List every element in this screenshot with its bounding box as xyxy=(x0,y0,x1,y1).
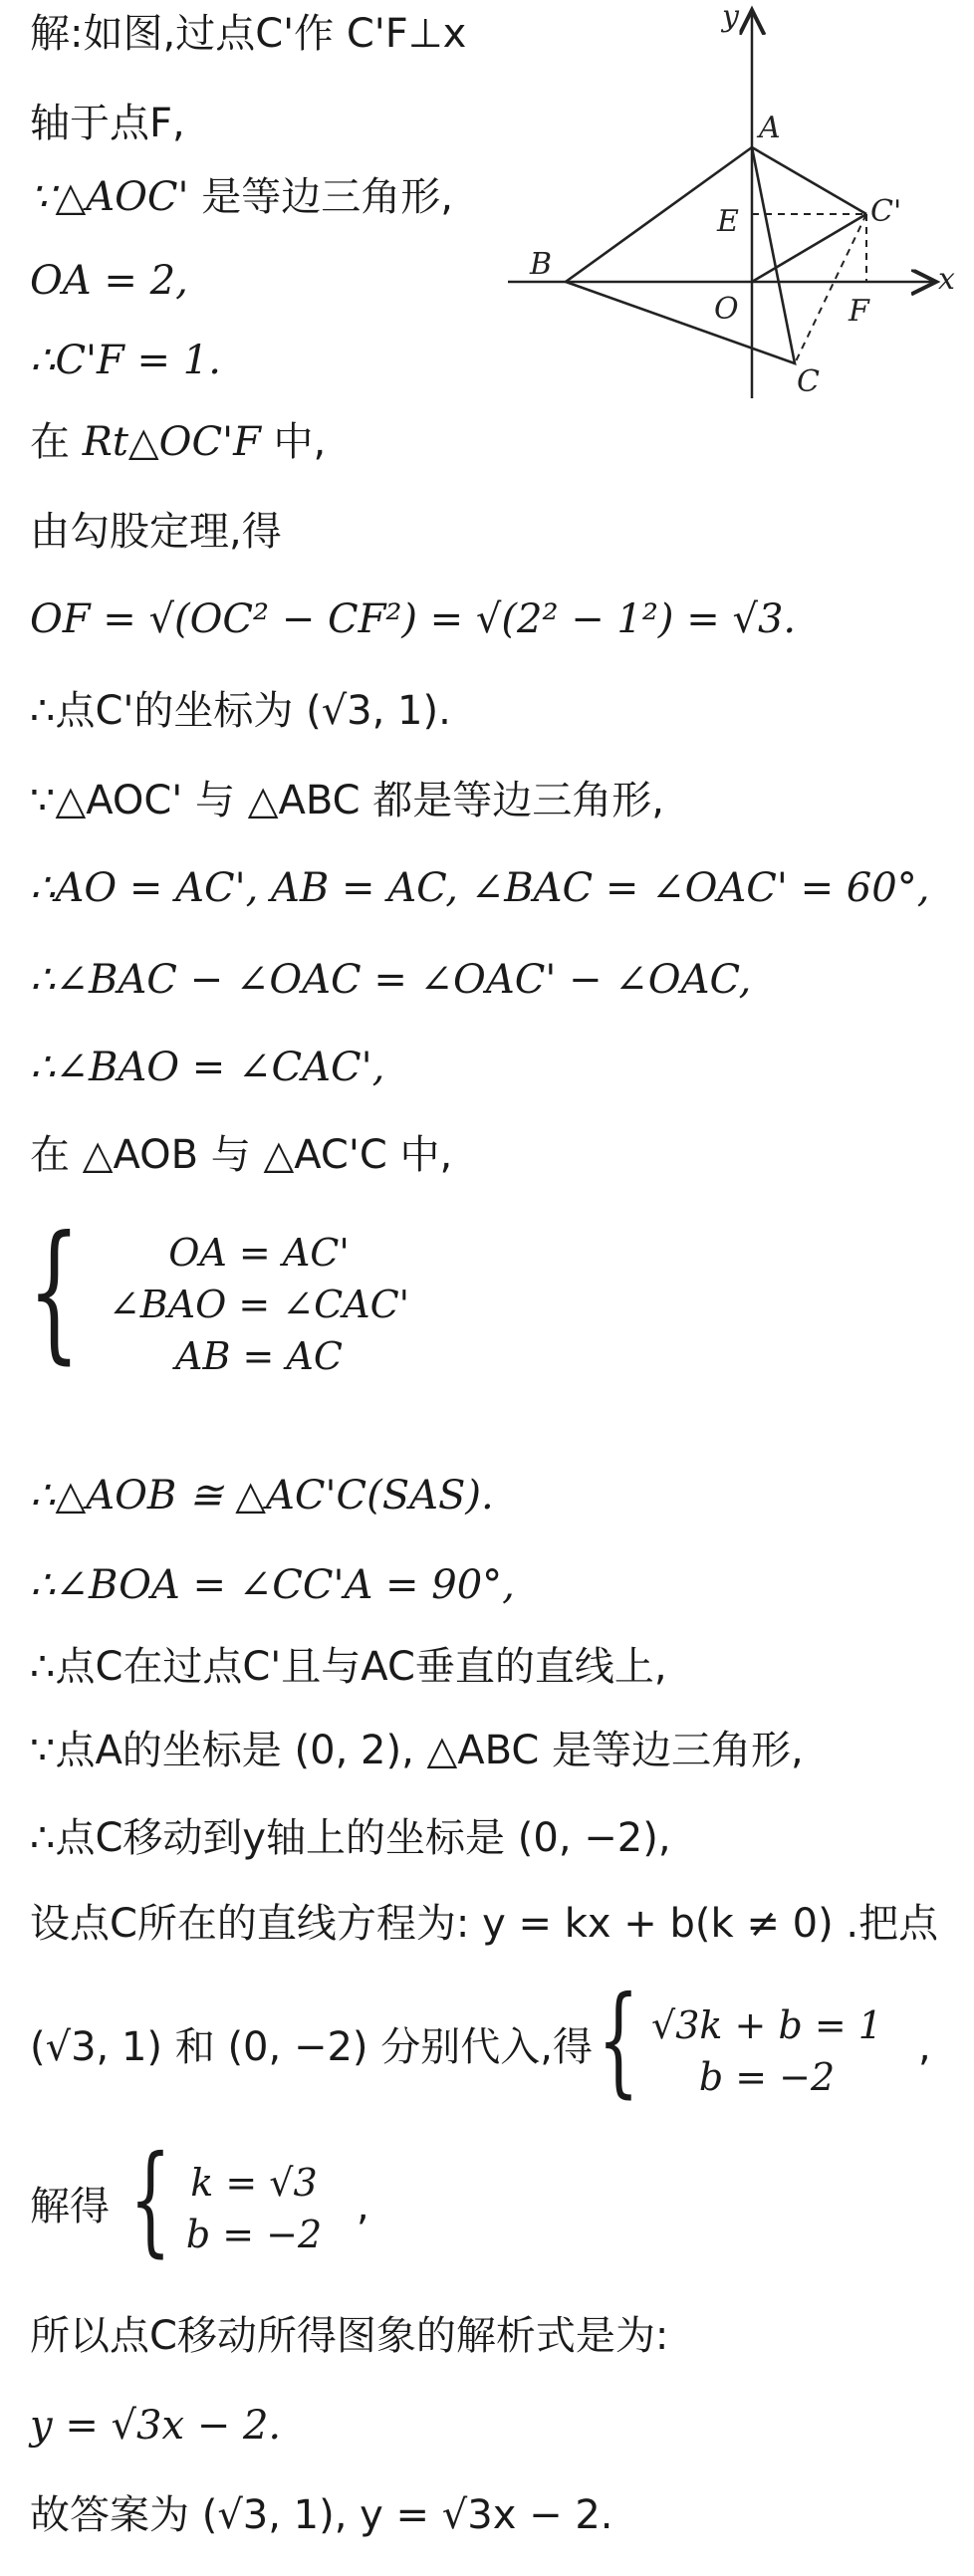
system-1-eq-2: ∠BAO = ∠CAC' xyxy=(108,1283,410,1326)
label-e: E xyxy=(717,204,739,239)
line-2: 轴于点F, xyxy=(30,101,185,146)
segment-o-cprime xyxy=(752,214,866,282)
line-21: (√3, 1) 和 (0, −2) 分别代入,得 xyxy=(30,2024,593,2070)
segment-a-cprime xyxy=(752,147,866,214)
line-6-math: Rt△OC'F xyxy=(82,419,261,465)
system-1 xyxy=(90,1227,428,1382)
geometry-figure xyxy=(498,0,966,408)
line-1: 解:如图,过点C'作 C'F⊥x xyxy=(30,11,467,57)
system-3 xyxy=(179,2157,329,2260)
line-9: ∴点C'的坐标为 (√3, 1). xyxy=(30,688,451,734)
line-14: 在 △AOB 与 △AC'C 中, xyxy=(30,1132,453,1178)
system-1-eq-3: AB = AC xyxy=(175,1334,343,1378)
line-17: ∴点C在过点C'且与AC垂直的直线上, xyxy=(30,1644,667,1690)
line-21-end: , xyxy=(918,2024,931,2070)
line-8: OF = √(OC² − CF²) = √(2² − 1²) = √3. xyxy=(30,596,797,642)
system-3-eq-2: b = −2 xyxy=(185,2213,323,2256)
label-cprime: C' xyxy=(870,194,902,229)
line-6 xyxy=(30,416,326,468)
label-f: F xyxy=(849,294,869,329)
line-15: ∴△AOB ≅ △AC'C(SAS). xyxy=(30,1473,494,1519)
brace-system-3: { xyxy=(129,2131,171,2269)
label-y: y xyxy=(722,0,739,34)
line-12: ∴∠BAC − ∠OAC = ∠OAC' − ∠OAC, xyxy=(30,957,752,1003)
triangle-aoc-prime: ∵△AOC' xyxy=(30,174,189,220)
system-2 xyxy=(647,1999,886,2103)
line-5: ∴C'F = 1. xyxy=(30,338,221,383)
line-22: 解得 xyxy=(30,2184,110,2229)
label-o: O xyxy=(714,292,739,327)
line-25: 故答案为 (√3, 1), y = √3x − 2. xyxy=(30,2492,613,2538)
line-11: ∴AO = AC', AB = AC, ∠BAC = ∠OAC' = 60°, xyxy=(30,865,930,911)
line-16: ∴∠BOA = ∠CC'A = 90°, xyxy=(30,1562,515,1608)
triangle-abc xyxy=(566,147,795,363)
system-2-eq-1: √3k + b = 1 xyxy=(651,2003,882,2047)
line-10: ∵△AOC' 与 △ABC 都是等边三角形, xyxy=(30,778,664,823)
brace-system-2: { xyxy=(598,1972,639,2110)
system-1-eq-1: OA = AC' xyxy=(168,1231,350,1275)
line-18: ∵点A的坐标是 (0, 2), △ABC 是等边三角形, xyxy=(30,1728,804,1773)
line-3 xyxy=(30,171,453,223)
line-6-pre: 在 xyxy=(30,419,83,465)
line-19: ∴点C移动到y轴上的坐标是 (0, −2), xyxy=(30,1815,671,1861)
label-a: A xyxy=(759,111,781,145)
line-22-end: , xyxy=(357,2184,369,2229)
line-23: 所以点C移动所得图象的解析式是为: xyxy=(30,2313,669,2359)
line-4: OA = 2, xyxy=(30,258,188,304)
line-20: 设点C所在的直线方程为: y = kx + b(k ≠ 0) .把点 xyxy=(30,1901,939,1947)
system-3-eq-1: k = √3 xyxy=(190,2161,318,2205)
line-13: ∴∠BAO = ∠CAC', xyxy=(30,1045,385,1090)
brace-system-1: { xyxy=(28,1205,81,1378)
system-2-eq-2: b = −2 xyxy=(698,2055,836,2099)
line-7: 由勾股定理,得 xyxy=(30,509,282,555)
line-24: y = √3x − 2. xyxy=(30,2403,282,2449)
label-b: B xyxy=(530,247,553,282)
line-6-post: 中, xyxy=(260,419,327,465)
label-c: C xyxy=(797,364,820,399)
line-3-text: 是等边三角形, xyxy=(188,174,453,220)
label-x: x xyxy=(938,262,955,297)
